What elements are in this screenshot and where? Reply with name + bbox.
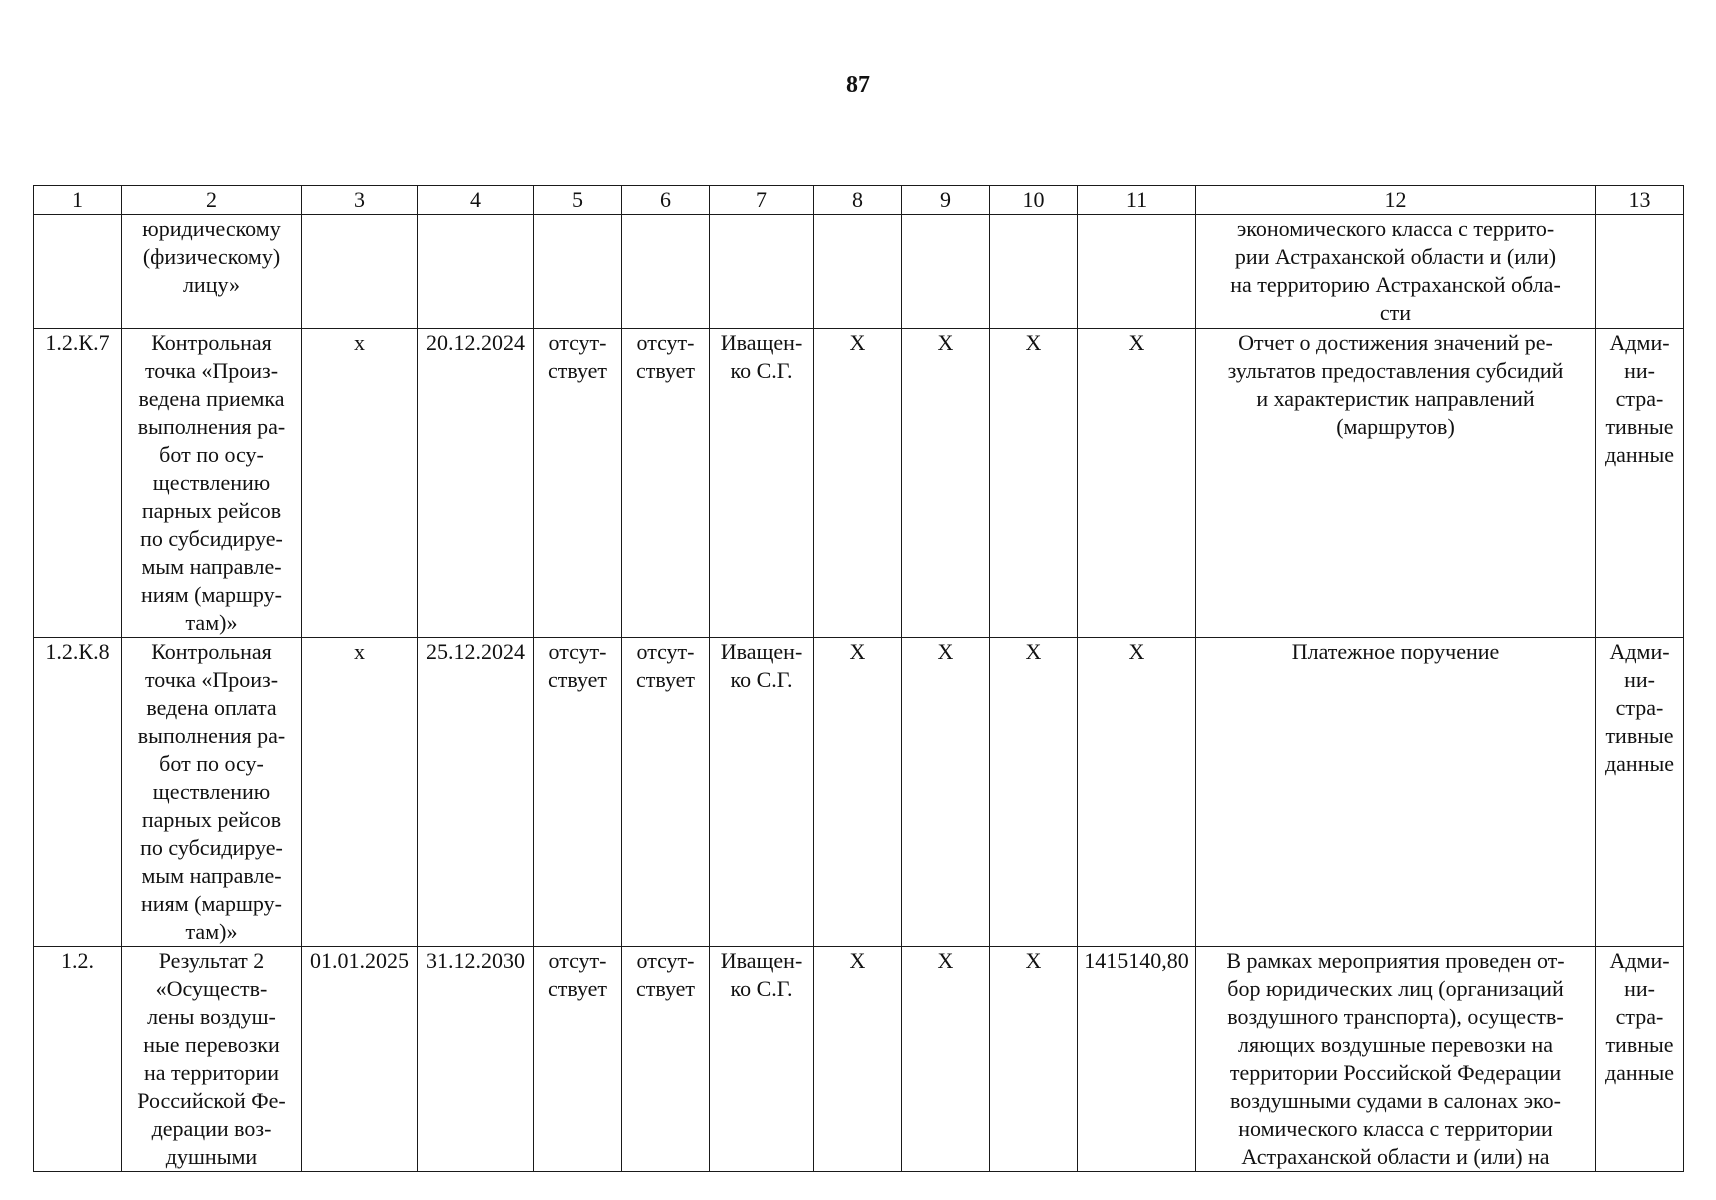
cell-col9: X: [902, 638, 990, 947]
cell-col5: [534, 215, 622, 329]
column-number: 8: [814, 186, 902, 215]
table-row-continuation: [34, 215, 1684, 329]
column-number: 2: [122, 186, 302, 215]
cell-col8: X: [814, 947, 902, 1172]
cell-start-date: x: [302, 638, 418, 947]
cell-col6: отсут- ствует: [622, 947, 710, 1172]
cell-name: Контрольная точка «Произ- ведена оплата выполнения ра- бот по осу- ществлению парных рейсов по субсидируе- мым направле- ниям (маршру- там)»: [122, 638, 302, 947]
cell-end-date: 20.12.2024: [418, 329, 534, 638]
cell-number: 1.2.: [34, 947, 122, 1172]
document-table: [33, 185, 1684, 1172]
cell-name: Контрольная точка «Произ- ведена приемка выполнения ра- бот по осу- ществлению парных рейсов по субсидируе- мым направле- ниям (маршру- там)»: [122, 329, 302, 638]
cell-end-date: 25.12.2024: [418, 638, 534, 947]
column-number: 9: [902, 186, 990, 215]
cell-number: 1.2.К.8: [34, 638, 122, 947]
column-number: 6: [622, 186, 710, 215]
column-number-row: [34, 186, 1684, 215]
column-number: 3: [302, 186, 418, 215]
cell-start-date: [302, 215, 418, 329]
page-number: 87: [846, 72, 870, 98]
cell-amount: X: [1078, 329, 1196, 638]
cell-number: 1.2.К.7: [34, 329, 122, 638]
cell-description: Отчет о достижения значений ре- зультатов предоставления субсидий и характеристик направлений (маршрутов): [1196, 329, 1596, 638]
cell-start-date: x: [302, 329, 418, 638]
cell-end-date: 31.12.2030: [418, 947, 534, 1172]
cell-number: [34, 215, 122, 329]
cell-col10: X: [990, 329, 1078, 638]
cell-name: Результат 2 «Осуществ- лены воздуш- ные перевозки на территории Российской Фе- дерации воз- душными: [122, 947, 302, 1172]
cell-col6: [622, 215, 710, 329]
cell-col9: X: [902, 329, 990, 638]
cell-col8: X: [814, 329, 902, 638]
table-row-1-2-k-8: [34, 638, 1684, 947]
cell-col8: [814, 215, 902, 329]
cell-responsible: Иващен- ко С.Г.: [710, 947, 814, 1172]
cell-name: юридическому (физическому) лицу»: [122, 215, 302, 329]
cell-end-date: [418, 215, 534, 329]
column-number: 10: [990, 186, 1078, 215]
cell-col6: отсут- ствует: [622, 329, 710, 638]
cell-col6: отсут- ствует: [622, 638, 710, 947]
cell-description: Платежное поручение: [1196, 638, 1596, 947]
column-number: 11: [1078, 186, 1196, 215]
cell-col5: отсут- ствует: [534, 947, 622, 1172]
table-row-1-2-k-7: [34, 329, 1684, 638]
cell-responsible: [710, 215, 814, 329]
cell-col10: X: [990, 638, 1078, 947]
table-row-1-2: [34, 947, 1684, 1172]
cell-start-date: 01.01.2025: [302, 947, 418, 1172]
cell-amount: [1078, 215, 1196, 329]
column-number: 1: [34, 186, 122, 215]
column-number: 13: [1596, 186, 1684, 215]
cell-data-source: Адми- ни- стра- тивные данные: [1596, 329, 1684, 638]
cell-amount: 1415140,80: [1078, 947, 1196, 1172]
column-number: 7: [710, 186, 814, 215]
cell-responsible: Иващен- ко С.Г.: [710, 638, 814, 947]
column-number: 12: [1196, 186, 1596, 215]
cell-data-source: Адми- ни- стра- тивные данные: [1596, 947, 1684, 1172]
cell-amount: X: [1078, 638, 1196, 947]
cell-col10: X: [990, 947, 1078, 1172]
column-number: 5: [534, 186, 622, 215]
cell-col9: [902, 215, 990, 329]
cell-col9: X: [902, 947, 990, 1172]
cell-description: экономического класса с террито- рии Астраханской области и (или) на территорию Астраханской обла- сти: [1196, 215, 1596, 329]
column-number: 4: [418, 186, 534, 215]
cell-col5: отсут- ствует: [534, 638, 622, 947]
cell-data-source: [1596, 215, 1684, 329]
cell-data-source: Адми- ни- стра- тивные данные: [1596, 638, 1684, 947]
cell-col10: [990, 215, 1078, 329]
cell-responsible: Иващен- ко С.Г.: [710, 329, 814, 638]
cell-col8: X: [814, 638, 902, 947]
cell-description: В рамках мероприятия проведен от- бор юридических лиц (организаций воздушного транспорта), осуществ- ляющих воздушные перевозки на территории Российской Федерации воздушными судами в салонах эко- номического класса с территории Астраханской области и (или) на: [1196, 947, 1596, 1172]
cell-col5: отсут- ствует: [534, 329, 622, 638]
